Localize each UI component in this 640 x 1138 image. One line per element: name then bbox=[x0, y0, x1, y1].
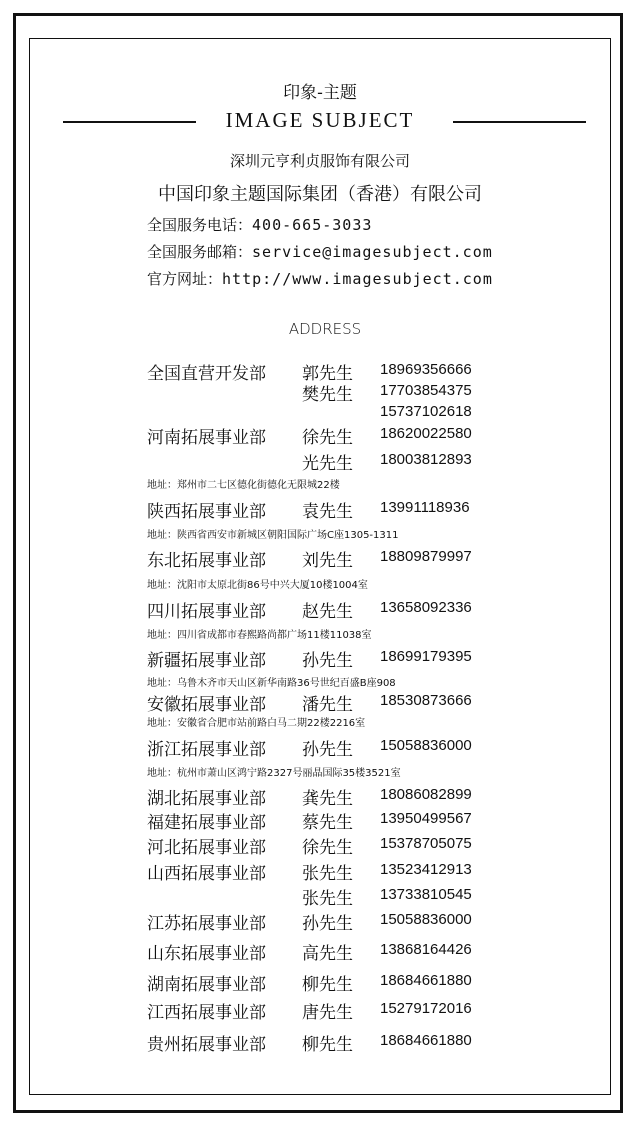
phone-number: 13991118936 bbox=[380, 499, 470, 516]
contact-label: 官方网址： bbox=[147, 270, 223, 288]
phone-number: 18699179395 bbox=[380, 648, 472, 665]
brand-name-cn: 印象-主题 bbox=[283, 83, 357, 103]
contact-person: 郭先生 bbox=[302, 364, 353, 384]
company-name: 深圳元亨利贞服饰有限公司 bbox=[229, 152, 410, 170]
contact-person: 樊先生 bbox=[302, 385, 353, 405]
department-name: 新疆拓展事业部 bbox=[147, 651, 266, 671]
phone-number: 18003812893 bbox=[380, 451, 472, 468]
contact-email[interactable] bbox=[147, 241, 493, 262]
contact-person: 高先生 bbox=[302, 944, 353, 964]
brand-name-en: IMAGE SUBJECT bbox=[225, 108, 415, 132]
phone-number: 13868164426 bbox=[380, 941, 472, 958]
phone-number: 13523412913 bbox=[380, 861, 472, 878]
department-name: 东北拓展事业部 bbox=[147, 551, 266, 571]
office-address: 地址：乌鲁木齐市天山区新华南路36号世纪百盛B座908 bbox=[147, 678, 396, 689]
phone-number: 18809879997 bbox=[380, 548, 472, 565]
contact-person: 徐先生 bbox=[302, 838, 353, 858]
department-name: 全国直营开发部 bbox=[147, 364, 266, 384]
phone-number: 18086082899 bbox=[380, 786, 472, 803]
contact-value[interactable]: service@imagesubject.com bbox=[252, 243, 493, 261]
contact-website[interactable] bbox=[147, 268, 493, 289]
phone-number: 15058836000 bbox=[380, 911, 472, 928]
department-name: 江苏拓展事业部 bbox=[147, 914, 266, 934]
phone-number: 15279172016 bbox=[380, 1000, 472, 1017]
department-name: 四川拓展事业部 bbox=[147, 602, 266, 622]
phone-number: 15378705075 bbox=[380, 835, 472, 852]
phone-number: 17703854375 bbox=[380, 382, 472, 399]
contact-person: 徐先生 bbox=[302, 428, 353, 448]
contact-person: 蔡先生 bbox=[302, 813, 353, 833]
phone-number: 18969356666 bbox=[380, 361, 472, 378]
contact-value: 400-665-3033 bbox=[252, 216, 373, 234]
department-name: 河南拓展事业部 bbox=[147, 428, 266, 448]
department-name: 江西拓展事业部 bbox=[147, 1003, 266, 1023]
department-name: 湖南拓展事业部 bbox=[147, 975, 266, 995]
contact-person: 刘先生 bbox=[302, 551, 353, 571]
phone-number: 13950499567 bbox=[380, 810, 472, 827]
contact-phone bbox=[147, 214, 372, 235]
department-name: 湖北拓展事业部 bbox=[147, 789, 266, 809]
contact-person: 光先生 bbox=[302, 454, 353, 474]
contact-label: 全国服务电话： bbox=[147, 216, 253, 234]
phone-number: 15058836000 bbox=[380, 737, 472, 754]
department-name: 福建拓展事业部 bbox=[147, 813, 266, 833]
group-name: 中国印象主题国际集团（香港）有限公司 bbox=[158, 184, 482, 205]
department-name: 山东拓展事业部 bbox=[147, 944, 266, 964]
contact-person: 孙先生 bbox=[302, 651, 353, 671]
office-address: 地址：安徽省合肥市站前路白马二期22楼2216室 bbox=[147, 718, 366, 729]
contact-person: 潘先生 bbox=[302, 695, 353, 715]
contact-person: 孙先生 bbox=[302, 740, 353, 760]
department-name: 浙江拓展事业部 bbox=[147, 740, 266, 760]
contact-person: 孙先生 bbox=[302, 914, 353, 934]
contact-person: 柳先生 bbox=[302, 1035, 353, 1055]
department-name: 安徽拓展事业部 bbox=[147, 695, 266, 715]
contact-person: 柳先生 bbox=[302, 975, 353, 995]
department-name: 贵州拓展事业部 bbox=[147, 1035, 266, 1055]
phone-number: 18530873666 bbox=[380, 692, 472, 709]
address-heading: ADDRESS bbox=[288, 320, 362, 338]
contact-value[interactable]: http://www.imagesubject.com bbox=[222, 270, 493, 288]
contact-person: 袁先生 bbox=[302, 502, 353, 522]
contact-person: 唐先生 bbox=[302, 1003, 353, 1023]
contact-person: 张先生 bbox=[302, 889, 353, 909]
office-address: 地址：沈阳市太原北街86号中兴大厦10楼1004室 bbox=[147, 580, 368, 591]
contact-label: 全国服务邮箱： bbox=[147, 243, 253, 261]
contact-person: 赵先生 bbox=[302, 602, 353, 622]
office-address: 地址：郑州市二七区德化街德化无限城22楼 bbox=[147, 480, 340, 491]
phone-number: 18684661880 bbox=[380, 1032, 472, 1049]
title-rule-right bbox=[453, 121, 586, 123]
contact-person: 龚先生 bbox=[302, 789, 353, 809]
phone-number: 15737102618 bbox=[380, 403, 472, 420]
contact-person: 张先生 bbox=[302, 864, 353, 884]
phone-number: 18684661880 bbox=[380, 972, 472, 989]
phone-number: 13733810545 bbox=[380, 886, 472, 903]
department-name: 陕西拓展事业部 bbox=[147, 502, 266, 522]
office-address: 地址：杭州市萧山区鸿宁路2327号丽晶国际35楼3521室 bbox=[147, 768, 401, 779]
department-name: 山西拓展事业部 bbox=[147, 864, 266, 884]
office-address: 地址：四川省成都市春熙路尚都广场11楼11038室 bbox=[147, 630, 372, 641]
phone-number: 18620022580 bbox=[380, 425, 472, 442]
office-address: 地址：陕西省西安市新城区朝阳国际广场C座1305-1311 bbox=[147, 530, 399, 541]
phone-number: 13658092336 bbox=[380, 599, 472, 616]
department-name: 河北拓展事业部 bbox=[147, 838, 266, 858]
